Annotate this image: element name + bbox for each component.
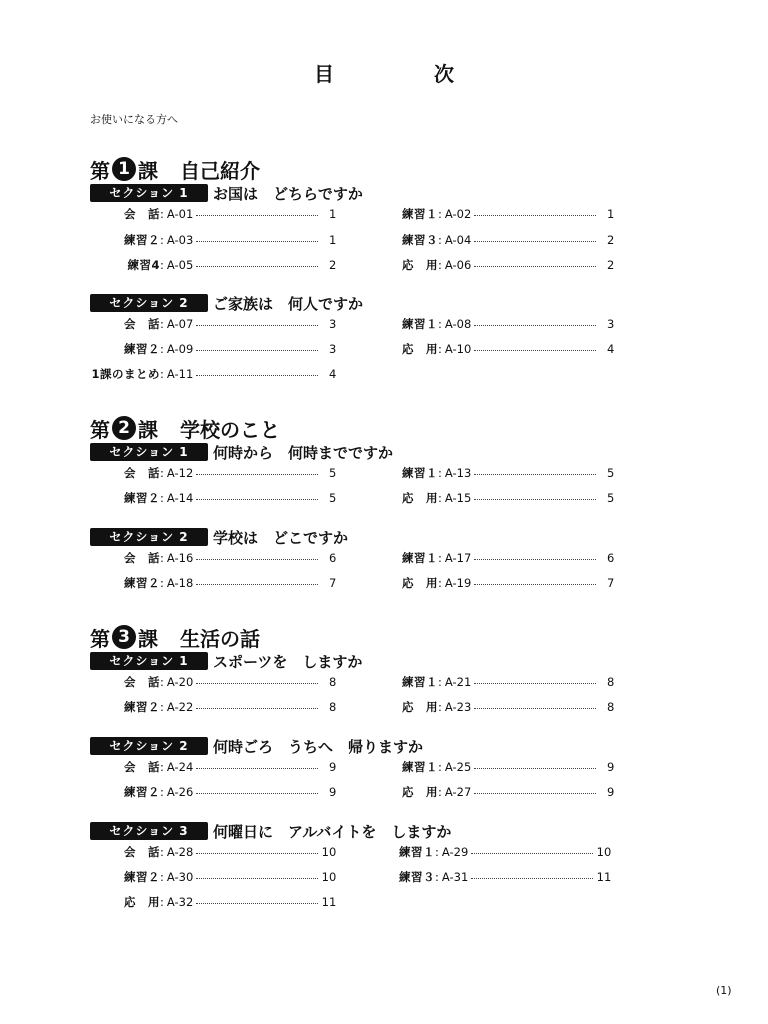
toc-entry[interactable]: 応 用 : A-27 9: [356, 784, 614, 800]
entry-code: A-22: [166, 700, 194, 714]
entry-page: 9: [328, 785, 337, 799]
lesson-3-heading[interactable]: [90, 624, 260, 650]
dot-leader: [196, 367, 318, 376]
entry-code: A-14: [166, 491, 194, 505]
dot-leader: [474, 466, 596, 475]
toc-entry[interactable]: 応 用 : A-15 5: [356, 490, 614, 506]
dot-leader: [474, 258, 596, 267]
entry-page: 10: [321, 870, 337, 884]
section-title: 何時ごろ うちへ 帰りますか: [213, 737, 424, 756]
entry-label: 会 話: [124, 845, 160, 859]
toc-entry[interactable]: 会 話 : A-16 6: [78, 550, 336, 566]
entry-label: 練習２: [124, 576, 160, 590]
dot-leader: [196, 700, 318, 709]
section-title: スポーツを しますか: [213, 652, 363, 671]
entry-page: 11: [596, 870, 612, 884]
lesson-number-circle: 1: [112, 157, 136, 181]
entry-label: 練習２: [124, 233, 160, 247]
lesson-number-circle: 3: [112, 625, 136, 649]
page-title: 目 次: [314, 62, 494, 86]
entry-label: 応 用: [402, 576, 438, 590]
entry-page: 8: [328, 675, 337, 689]
toc-entry[interactable]: 練習３ : A-31 11: [353, 869, 611, 885]
section-badge: セクション 2: [90, 737, 208, 755]
lesson-title: 生活の話: [180, 626, 260, 651]
intro-link[interactable]: お使いになる方へ: [90, 113, 178, 126]
toc-entry[interactable]: 応 用 : A-10 4: [356, 341, 614, 357]
entry-code: A-04: [444, 233, 472, 247]
entry-label: 会 話: [124, 551, 160, 565]
section-heading[interactable]: [90, 736, 423, 756]
entry-code: A-32: [166, 895, 194, 909]
entry-page: 3: [328, 342, 337, 356]
entry-code: A-26: [166, 785, 194, 799]
lesson-2-heading[interactable]: [90, 415, 280, 441]
entry-code: A-29: [441, 845, 469, 859]
entry-code: A-02: [444, 207, 472, 221]
section-heading[interactable]: [90, 527, 348, 547]
section-title: ご家族は 何人ですか: [213, 294, 364, 313]
entry-label: 会 話: [124, 466, 160, 480]
entry-page: 4: [606, 342, 615, 356]
entry-page: 9: [328, 760, 337, 774]
dot-leader: [196, 466, 318, 475]
dot-leader: [474, 760, 596, 769]
dot-leader: [474, 342, 596, 351]
section-title: お国は どちらですか: [213, 184, 363, 203]
section-badge: セクション 1: [90, 184, 208, 202]
section-badge: セクション 1: [90, 443, 208, 461]
toc-entry[interactable]: 練習１ : A-29 10: [353, 844, 611, 860]
entry-code: A-15: [444, 491, 472, 505]
entry-page: 5: [606, 491, 615, 505]
lesson-suffix: 課: [138, 417, 158, 442]
entry-label: 練習３: [399, 870, 435, 884]
lesson-1-heading[interactable]: [90, 156, 260, 182]
entry-page: 3: [328, 317, 337, 331]
entry-label: 練習３: [402, 233, 438, 247]
toc-entry[interactable]: 会 話 : A-20 8: [78, 674, 336, 690]
entry-code: A-01: [166, 207, 194, 221]
entry-label: 応 用: [402, 342, 438, 356]
toc-entry[interactable]: 応 用 : A-06 2: [356, 257, 614, 273]
entry-code: A-30: [166, 870, 194, 884]
toc-entry[interactable]: 練習３ : A-04 2: [356, 232, 614, 248]
dot-leader: [196, 551, 318, 560]
dot-leader: [196, 785, 318, 794]
toc-entry[interactable]: 練習２ : A-18 7: [78, 575, 336, 591]
entry-page: 7: [328, 576, 337, 590]
lesson-prefix: 第: [90, 158, 110, 183]
entry-page: 2: [606, 233, 615, 247]
entry-page: 3: [606, 317, 615, 331]
dot-leader: [196, 233, 318, 242]
dot-leader: [196, 760, 318, 769]
entry-label: 練習4: [127, 258, 160, 272]
toc-entry[interactable]: 練習２ : A-03 1: [78, 232, 336, 248]
section-badge: セクション 2: [90, 294, 208, 312]
toc-entry[interactable]: 1課のまとめ : A-11 4: [78, 366, 336, 382]
dot-leader: [196, 845, 318, 854]
entry-label: 応 用: [124, 895, 160, 909]
entry-page: 1: [606, 207, 615, 221]
dot-leader: [471, 870, 593, 879]
toc-entry[interactable]: 練習１ : A-25 9: [356, 759, 614, 775]
entry-page: 8: [328, 700, 337, 714]
entry-label: 応 用: [402, 785, 438, 799]
entry-code: A-05: [166, 258, 194, 272]
entry-code: A-07: [166, 317, 194, 331]
toc-entry[interactable]: 練習２ : A-26 9: [78, 784, 336, 800]
dot-leader: [196, 207, 318, 216]
toc-entry[interactable]: 練習１ : A-17 6: [356, 550, 614, 566]
dot-leader: [474, 491, 596, 500]
dot-leader: [474, 576, 596, 585]
section-heading[interactable]: [90, 821, 451, 841]
lesson-title: 学校のこと: [180, 417, 280, 442]
entry-label: 練習２: [124, 785, 160, 799]
entry-page: 9: [606, 760, 615, 774]
entry-label: 応 用: [402, 258, 438, 272]
entry-page: 10: [321, 845, 337, 859]
section-heading[interactable]: [90, 293, 363, 313]
entry-page: 11: [321, 895, 337, 909]
entry-code: A-08: [444, 317, 472, 331]
entry-code: A-31: [441, 870, 469, 884]
entry-label: 練習２: [124, 870, 160, 884]
toc-entry[interactable]: 練習１ : A-21 8: [356, 674, 614, 690]
section-title: 学校は どこですか: [213, 528, 349, 547]
section-heading[interactable]: [90, 183, 363, 203]
dot-leader: [474, 233, 596, 242]
entry-label: 練習１: [402, 760, 438, 774]
entry-page: 1: [328, 233, 337, 247]
entry-page: 2: [328, 258, 337, 272]
entry-label: 会 話: [124, 317, 160, 331]
toc-entry[interactable]: 会 話 : A-07 3: [78, 316, 336, 332]
toc-entry[interactable]: 会 話 : A-24 9: [78, 759, 336, 775]
entry-label: 練習１: [402, 207, 438, 221]
section-title: 何曜日に アルバイトを しますか: [213, 822, 452, 841]
entry-label: 応 用: [402, 700, 438, 714]
entry-code: A-21: [444, 675, 472, 689]
entry-label: 会 話: [124, 760, 160, 774]
entry-page: 5: [606, 466, 615, 480]
section-badge: セクション 3: [90, 822, 208, 840]
entry-page: 6: [328, 551, 337, 565]
entry-label: 練習１: [399, 845, 435, 859]
dot-leader: [196, 258, 318, 267]
entry-code: A-12: [166, 466, 194, 480]
entry-code: A-20: [166, 675, 194, 689]
section-badge: セクション 2: [90, 528, 208, 546]
entry-code: A-19: [444, 576, 472, 590]
entry-code: A-09: [166, 342, 194, 356]
toc-entry[interactable]: 応 用 : A-23 8: [356, 699, 614, 715]
toc-entry[interactable]: 練習１ : A-02 1: [356, 206, 614, 222]
dot-leader: [196, 895, 318, 904]
toc-entry[interactable]: 会 話 : A-01 1: [78, 206, 336, 222]
dot-leader: [474, 207, 596, 216]
entry-label: 会 話: [124, 207, 160, 221]
dot-leader: [196, 576, 318, 585]
toc-entry[interactable]: 応 用 : A-19 7: [356, 575, 614, 591]
entry-page: 1: [328, 207, 337, 221]
section-heading[interactable]: [90, 651, 362, 671]
entry-label: 応 用: [402, 491, 438, 505]
entry-code: A-11: [166, 367, 194, 381]
entry-code: A-18: [166, 576, 194, 590]
entry-page: 10: [596, 845, 612, 859]
dot-leader: [196, 675, 318, 684]
toc-entry[interactable]: 練習１ : A-13 5: [356, 465, 614, 481]
entry-page: 7: [606, 576, 615, 590]
toc-entry[interactable]: 練習２ : A-30 10: [78, 869, 336, 885]
entry-label: 練習２: [124, 700, 160, 714]
entry-label: 会 話: [124, 675, 160, 689]
entry-page: 5: [328, 491, 337, 505]
entry-code: A-17: [444, 551, 472, 565]
entry-label: 練習１: [402, 675, 438, 689]
entry-page: 4: [328, 367, 337, 381]
lesson-number-circle: 2: [112, 416, 136, 440]
entry-code: A-28: [166, 845, 194, 859]
dot-leader: [196, 317, 318, 326]
entry-code: A-27: [444, 785, 472, 799]
dot-leader: [196, 342, 318, 351]
section-heading[interactable]: [90, 442, 393, 462]
entry-code: A-10: [444, 342, 472, 356]
entry-page: 5: [328, 466, 337, 480]
dot-leader: [471, 845, 593, 854]
entry-page: 2: [606, 258, 615, 272]
lesson-prefix: 第: [90, 626, 110, 651]
section-title: 何時から 何時までですか: [213, 443, 394, 462]
entry-label: 練習１: [402, 466, 438, 480]
dot-leader: [196, 870, 318, 879]
entry-label: 練習１: [402, 317, 438, 331]
entry-code: A-16: [166, 551, 194, 565]
dot-leader: [474, 317, 596, 326]
toc-entry[interactable]: 応 用 : A-32 11: [78, 894, 336, 910]
entry-page: 8: [606, 700, 615, 714]
entry-label: 練習２: [124, 342, 160, 356]
entry-code: A-25: [444, 760, 472, 774]
entry-page: 9: [606, 785, 615, 799]
dot-leader: [474, 551, 596, 560]
entry-label: 練習１: [402, 551, 438, 565]
lesson-suffix: 課: [138, 158, 158, 183]
lesson-title: 自己紹介: [180, 158, 260, 183]
entry-code: A-24: [166, 760, 194, 774]
dot-leader: [196, 491, 318, 500]
lesson-prefix: 第: [90, 417, 110, 442]
toc-entry[interactable]: 練習２ : A-22 8: [78, 699, 336, 715]
toc-entry[interactable]: 会 話 : A-12 5: [78, 465, 336, 481]
toc-entry[interactable]: 練習4 : A-05 2: [78, 257, 336, 273]
toc-entry[interactable]: 会 話 : A-28 10: [78, 844, 336, 860]
toc-entry[interactable]: 練習２ : A-14 5: [78, 490, 336, 506]
entry-code: A-06: [444, 258, 472, 272]
entry-code: A-23: [444, 700, 472, 714]
page-number: (1): [716, 984, 732, 997]
dot-leader: [474, 675, 596, 684]
toc-entry[interactable]: 練習１ : A-08 3: [356, 316, 614, 332]
entry-label: 練習２: [124, 491, 160, 505]
entry-label: 1課のまとめ: [91, 367, 160, 381]
entry-page: 8: [606, 675, 615, 689]
entry-code: A-03: [166, 233, 194, 247]
section-badge: セクション 1: [90, 652, 208, 670]
dot-leader: [474, 785, 596, 794]
lesson-suffix: 課: [138, 626, 158, 651]
toc-entry[interactable]: 練習２ : A-09 3: [78, 341, 336, 357]
entry-code: A-13: [444, 466, 472, 480]
entry-page: 6: [606, 551, 615, 565]
dot-leader: [474, 700, 596, 709]
